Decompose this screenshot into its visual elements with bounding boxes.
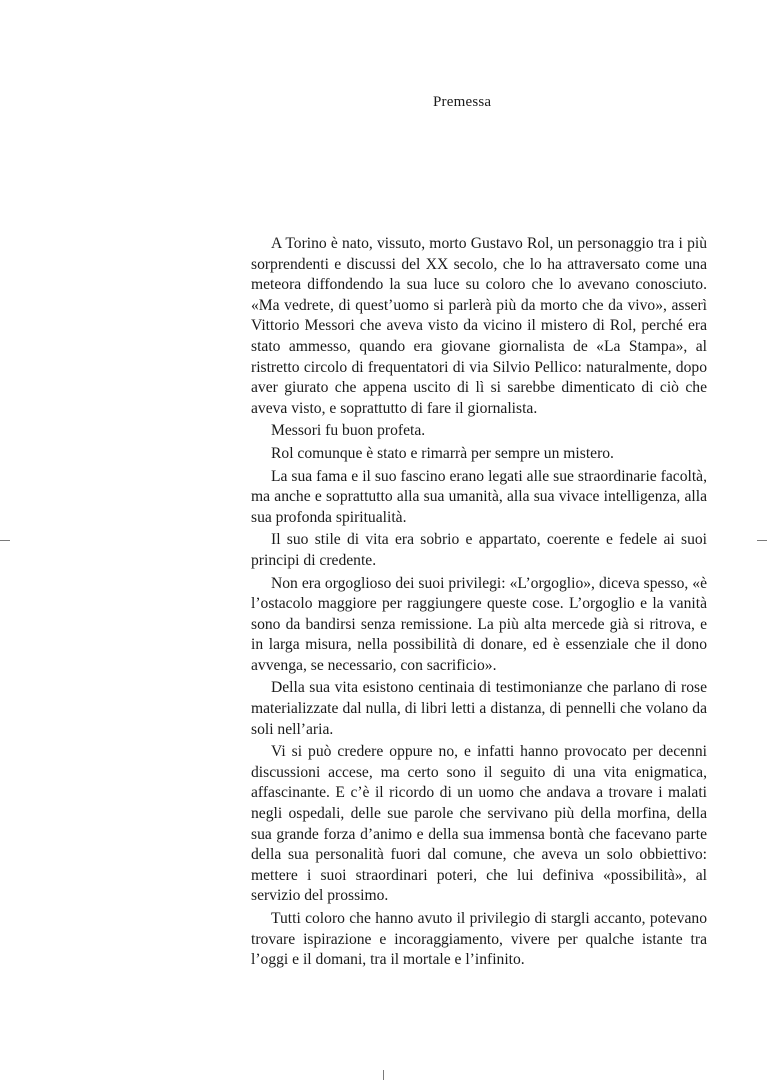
running-title: Premessa: [433, 94, 492, 110]
paragraph: Non era orgoglioso dei suoi privilegi: «L’orgoglio», diceva spesso, «è l’ostacolo maggiore per raggiungere queste cose. L’orgoglio e la vanità sono da bandirsi senza remissione. La più alta mercede già si ritrova, e in larga misura, nella possibilità di donare, ed è essenziale che il dono avvenga, se necessario, con sacrificio».: [251, 574, 707, 674]
paragraph: Messori fu buon profeta.: [271, 422, 426, 440]
crop-mark-left: [0, 540, 10, 541]
paragraph: Rol comunque è stato e rimarrà per sempre un mistero.: [271, 444, 614, 462]
body-text: [251, 234, 707, 973]
crop-mark-bottom: [383, 1070, 384, 1080]
crop-mark-right: [757, 540, 767, 541]
paragraph: Il suo stile di vita era sobrio e appartato, coerente e fedele ai suoi principi di credente.: [251, 531, 707, 569]
paragraph: Tutti coloro che hanno avuto il privilegio di stargli accanto, potevano trovare ispirazione e incoraggiamento, vivere per qualche istante tra l’oggi e il domani, tra il mortale e l’infinito.: [251, 910, 707, 969]
paragraph: A Torino è nato, vissuto, morto Gustavo Rol, un personaggio tra i più sorprendenti e discussi del XX secolo, che lo ha attraversato come una meteora diffondendo la sua luce su coloro che lo avevano conosciuto. «Ma vedrete, di quest’uomo si parlerà più da morto che da vivo», asserì Vittorio Messori che aveva visto da vicino il mistero di Rol, perché era stato ammesso, quando era giovane giornalista de «La Stampa», al ristretto circolo di frequentatori di via Silvio Pellico: naturalmente, dopo aver giurato che appena uscito di lì si sarebbe dimenticato di ciò che aveva visto, e soprattutto di fare il giornalista.: [251, 235, 707, 417]
paragraph: La sua fama e il suo fascino erano legati alle sue straordinarie facoltà, ma anche e soprattutto alla sua umanità, alla sua vivace intelligenza, alla sua profonda spiritualità.: [251, 467, 707, 526]
paragraph: Vi si può credere oppure no, e infatti hanno provocato per decenni discussioni accese, ma certo sono il seguito di una vita enigmatica, affascinante. E c’è il ricordo di un uomo che andava a trovare i malati negli ospedali, delle sue parole che servivano più della morfina, della sua grande forza d’animo e della sua immensa bontà che facevano parte della sua personalità fuori dal comune, che aveva un solo obbiettivo: mettere i suoi straordinari poteri, che lui definiva «possibilità», al servizio del prossimo.: [251, 743, 707, 905]
paragraph: Della sua vita esistono centinaia di testimonianze che parlano di rose materializzate dal nulla, di libri letti a distanza, di pennelli che volano da soli nell’aria.: [251, 679, 707, 738]
